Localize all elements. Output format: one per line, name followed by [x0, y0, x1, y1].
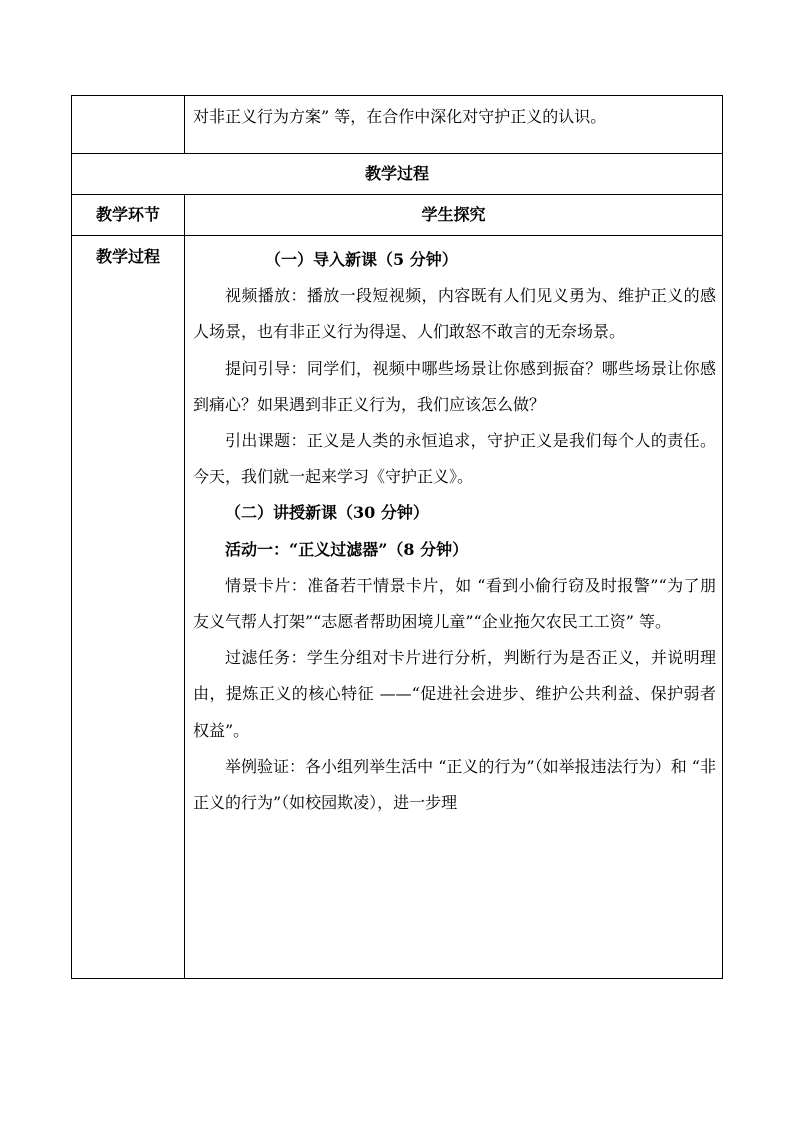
paragraph-filter: 过滤任务：学生分组对卡片进行分析，判断行为是否正义，并说明理由，提炼正义的核心特征 ——“促进社会进步、维护公共利益、保护弱者权益”。	[193, 648, 716, 740]
header-col-inquiry: 学生探究	[185, 195, 723, 236]
process-label: 教学过程	[95, 247, 160, 266]
header-row	[72, 195, 723, 236]
section-title: 教学过程	[72, 154, 723, 195]
paragraph-cards: 情景卡片：准备若干情景卡片，如 “看到小偷行窃及时报警”“为了朋友义气帮人打架”“志愿者帮助困境儿童”“企业拖欠农民工工资” 等。	[193, 575, 716, 632]
lesson-table	[71, 95, 723, 979]
continuation-content-cell	[185, 96, 723, 154]
continuation-row	[72, 96, 723, 154]
continuation-label-cell	[72, 96, 185, 154]
process-label-cell	[72, 236, 185, 979]
paragraph-examples: 举例验证：各小组列举生活中 “正义的行为”（如举报违法行为）和 “非正义的行为”（如校园欺凌），进一步理	[193, 756, 716, 813]
process-content-cell	[185, 236, 723, 979]
continuation-text: 对非正义行为方案” 等，在合作中深化对守护正义的认识。	[193, 107, 607, 126]
process-content	[185, 236, 722, 825]
paragraph-topic: 引出课题：正义是人类的永恒追求，守护正义是我们每个人的责任。今天，我们就一起来学习《守护正义》。	[193, 431, 716, 487]
process-row	[72, 236, 723, 979]
paragraph-question: 提问引导：同学们，视频中哪些场景让你感到振奋？哪些场景让你感到痛心？如果遇到非正义行为，我们应该怎么做？	[193, 358, 716, 414]
paragraph-intro-heading: （一）导入新课（5 分钟）	[265, 250, 458, 269]
paragraph-lecture-heading: （二）讲授新课（30 分钟）	[225, 503, 429, 523]
paragraph-activity-heading: 活动一：“正义过滤器”（8 分钟）	[225, 539, 469, 559]
paragraph-video: 视频播放：播放一段短视频，内容既有人们见义勇为、维护正义的感人场景，也有非正义行为得逞、人们敢怒不敢言的无奈场景。	[193, 286, 716, 342]
section-title-row	[72, 154, 723, 195]
header-col-stage: 教学环节	[72, 195, 185, 236]
